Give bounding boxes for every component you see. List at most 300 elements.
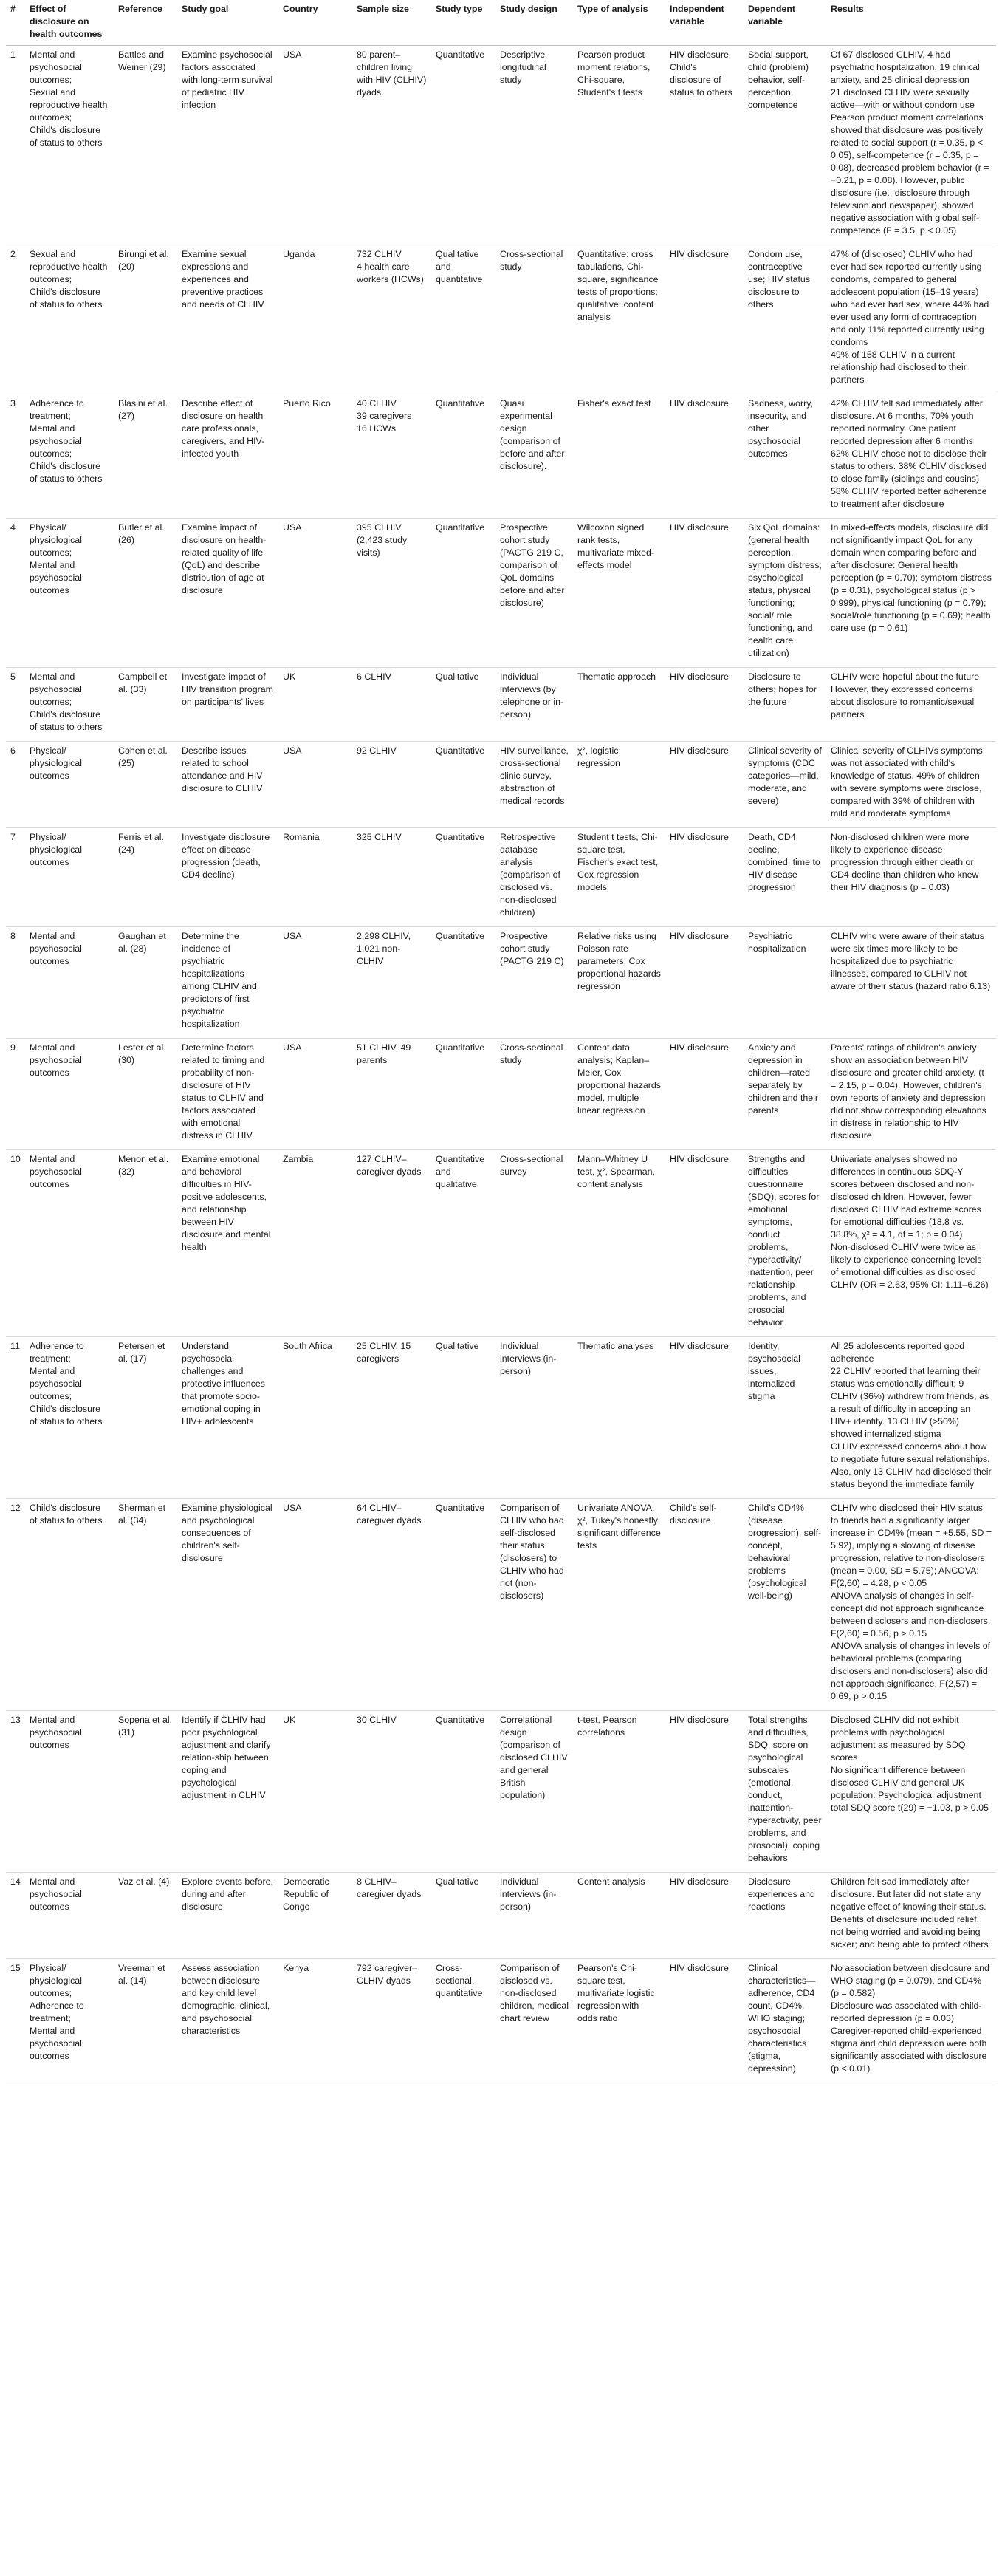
cell-line: Child's disclosure of status to others: [670, 62, 732, 98]
cell-line: Adherence to treatment;: [30, 1341, 84, 1364]
table-row: [6, 394, 996, 519]
study-goal-cell: [177, 1039, 278, 1150]
column-header: Study type: [431, 0, 495, 46]
cell-line: South Africa: [283, 1341, 332, 1351]
cell-line: Six QoL domains: (general health perception, symptom distress; psychological status, physical functioning; social/ role functioning, and health care utilization): [748, 522, 822, 658]
cell-line: Cross-sectional study: [500, 249, 563, 272]
sample-size-cell: [352, 927, 431, 1039]
analysis-type-cell: [573, 742, 665, 828]
sample-size-cell: [352, 1499, 431, 1711]
dependent-variable-cell: [744, 742, 826, 828]
results-cell: [826, 1873, 996, 1959]
cell-line: Mental and psychosocial outcomes;: [30, 423, 82, 459]
cell-line: Child's self-disclosure: [670, 1503, 717, 1526]
reference-cell: [114, 1873, 177, 1959]
study-goal-cell: [177, 742, 278, 828]
cell-line: HIV disclosure: [670, 49, 729, 60]
header-row: [6, 0, 996, 46]
independent-variable-cell: [665, 1150, 744, 1337]
results-cell: [826, 245, 996, 394]
country-cell: [278, 46, 352, 245]
cell-line: Condom use, contraceptive use; HIV status disclosure to others: [748, 249, 811, 310]
cell-line: Comparison of CLHIV who had self-disclosed their status (disclosers) to CLHIV who had not (non-disclosers): [500, 1503, 564, 1601]
cell-line: 51 CLHIV, 49 parents: [357, 1042, 411, 1065]
cell-line: Battles and Weiner (29): [118, 49, 166, 72]
column-header: Reference: [114, 0, 177, 46]
cell-line: Comparison of disclosed vs. non-disclosed children, medical chart review: [500, 1963, 569, 2023]
cell-line: Individual interviews (by telephone or in-person): [500, 672, 564, 720]
results-cell: [826, 394, 996, 519]
country-cell: [278, 519, 352, 668]
row-number: 7: [6, 828, 25, 927]
dependent-variable-cell: [744, 1337, 826, 1499]
study-goal-cell: [177, 1959, 278, 2083]
cell-line: χ², logistic regression: [577, 745, 620, 768]
cell-line: Cross-sectional, quantitative: [436, 1963, 483, 1998]
health-outcome-cell: [25, 245, 114, 394]
row-number: 6: [6, 742, 25, 828]
table-row: [6, 1873, 996, 1959]
study-goal-cell: [177, 1873, 278, 1959]
sample-size-cell: [352, 668, 431, 742]
reference-cell: [114, 1711, 177, 1873]
reference-cell: [114, 742, 177, 828]
column-header: Sample size: [352, 0, 431, 46]
study-type-cell: [431, 742, 495, 828]
independent-variable-cell: [665, 1499, 744, 1711]
study-design-cell: [495, 1959, 573, 2083]
cell-line: Prospective cohort study (PACTG 219 C): [500, 931, 564, 966]
cell-line: Quantitative: [436, 745, 485, 756]
cell-line: Anxiety and depression in children—rated separately by children and their parents: [748, 1042, 819, 1116]
dependent-variable-cell: [744, 245, 826, 394]
table-row: [6, 1959, 996, 2083]
cell-line: Examine psychosocial factors associated with long-term survival of pediatric HIV infection: [182, 49, 273, 110]
cell-line: Pearson product moment relations, Chi-square, Student's t tests: [577, 49, 651, 98]
cell-line: 30 CLHIV: [357, 1715, 397, 1725]
cell-line: Mental and psychosocial outcomes: [30, 931, 82, 966]
row-number: 8: [6, 927, 25, 1039]
cell-line: Univariate analyses showed no differences in continuous SDQ-Y scores between disclosed and non-disclosed children. However, fewer disclosed CLHIV had extreme scores for emotional difficulties (18.8 vs. 38.8%, χ² = 4.1, df = 1; p = 0.04): [831, 1154, 981, 1240]
independent-variable-cell: [665, 1039, 744, 1150]
health-outcome-cell: [25, 927, 114, 1039]
study-type-cell: [431, 1039, 495, 1150]
cell-line: Identity, psychosocial issues, internalized stigma: [748, 1341, 800, 1401]
cell-line: HIV disclosure: [670, 1963, 729, 1973]
study-goal-cell: [177, 828, 278, 927]
dependent-variable-cell: [744, 1959, 826, 2083]
cell-line: Uganda: [283, 249, 315, 259]
cell-line: Determine factors related to timing and probability of non-disclosure of HIV status to CLHIV and factors associated with emotional distress in CLHIV: [182, 1042, 265, 1141]
country-cell: [278, 1499, 352, 1711]
table-row: [6, 1711, 996, 1873]
cell-line: Retrospective database analysis (comparison of disclosed vs. non-disclosed children): [500, 832, 560, 918]
health-outcome-cell: [25, 1039, 114, 1150]
cell-line: Puerto Rico: [283, 398, 331, 409]
cell-line: Child's disclosure of status to others: [30, 1404, 103, 1427]
sample-size-cell: [352, 1039, 431, 1150]
cell-line: Quantitative: [436, 1503, 485, 1513]
results-cell: [826, 1499, 996, 1711]
reference-cell: [114, 1499, 177, 1711]
independent-variable-cell: [665, 668, 744, 742]
cell-line: Assess association between disclosure and key child level demographic, clinical, and psychosocial characteristics: [182, 1963, 270, 2036]
dependent-variable-cell: [744, 1039, 826, 1150]
cell-line: Pearson product moment correlations showed that disclosure was positively related to social support (r = 0.35, p < 0.05), self-competence (r = 0.35, p = 0.08), decreased problem behavior (r = −0.21, p = 0.08). However, public disclosure (i.e., disclosure through television and newspaper), showed negative association with global self-competence (F = 3.5, p < 0.05): [831, 112, 989, 236]
cell-line: CLHIV who disclosed their HIV status to friends had a significantly larger increase in CD4% (mean = +5.55, SD = 5.92), implying a slowing of disease progression, relative to non-disclosers (mean = 0.00, SD = 5.75); ANCOVA: F(2,60) = 4.28, p < 0.05: [831, 1503, 992, 1588]
cell-line: Quantitative: [436, 398, 485, 409]
row-number: 11: [6, 1337, 25, 1499]
study-design-cell: [495, 519, 573, 668]
cell-line: Relative risks using Poisson rate parameters; Cox proportional hazards regression: [577, 931, 661, 991]
cell-line: Physical/ physiological outcomes;: [30, 522, 82, 558]
cell-line: 325 CLHIV: [357, 832, 402, 842]
column-header: Country: [278, 0, 352, 46]
cell-line: Qualitative: [436, 1341, 479, 1351]
cell-line: Blasini et al. (27): [118, 398, 168, 421]
results-cell: [826, 742, 996, 828]
cell-line: 4 health care workers (HCWs): [357, 262, 424, 284]
cell-line: Sexual and reproductive health outcomes;: [30, 87, 108, 123]
analysis-type-cell: [573, 1873, 665, 1959]
cell-line: HIV disclosure: [670, 249, 729, 259]
column-header: #: [6, 0, 25, 46]
cell-line: HIV surveillance, cross-sectional clinic survey, abstraction of medical records: [500, 745, 569, 806]
cell-line: Mental and psychosocial outcomes: [30, 2026, 82, 2061]
study-design-cell: [495, 1711, 573, 1873]
dependent-variable-cell: [744, 1499, 826, 1711]
cell-line: 92 CLHIV: [357, 745, 397, 756]
cell-line: Examine impact of disclosure on health-related quality of life (QoL) and describe distribution of age at disclosure: [182, 522, 267, 595]
cell-line: HIV disclosure: [670, 931, 729, 941]
country-cell: [278, 1150, 352, 1337]
row-number: 14: [6, 1873, 25, 1959]
cell-line: Cross-sectional study: [500, 1042, 563, 1065]
cell-line: 395 CLHIV (2,423 study visits): [357, 522, 408, 558]
study-type-cell: [431, 1499, 495, 1711]
sample-size-cell: [352, 46, 431, 245]
analysis-type-cell: [573, 1959, 665, 2083]
row-number: 3: [6, 394, 25, 519]
cell-line: No significant difference between disclosed CLHIV and general UK population: Psychological adjustment total SDQ score t(29) = −1.03, p > 0.05: [831, 1765, 989, 1813]
cell-line: Birungi et al. (20): [118, 249, 169, 272]
cell-line: Examine emotional and behavioral difficulties in HIV-positive adolescents, and relationship between HIV disclosure and mental health: [182, 1154, 271, 1252]
study-type-cell: [431, 1337, 495, 1499]
cell-line: 732 CLHIV: [357, 249, 402, 259]
reference-cell: [114, 1337, 177, 1499]
analysis-type-cell: [573, 1039, 665, 1150]
cell-line: Democratic Republic of Congo: [283, 1876, 329, 1912]
cell-line: USA: [283, 49, 302, 60]
country-cell: [278, 828, 352, 927]
cell-line: Student t tests, Chi-square test, Fischer's exact test, Cox regression models: [577, 832, 659, 892]
cell-line: HIV disclosure: [670, 1042, 729, 1053]
analysis-type-cell: [573, 828, 665, 927]
independent-variable-cell: [665, 828, 744, 927]
health-outcome-cell: [25, 742, 114, 828]
cell-line: UK: [283, 672, 296, 682]
study-goal-cell: [177, 394, 278, 519]
cell-line: Vaz et al. (4): [118, 1876, 170, 1887]
study-goal-cell: [177, 668, 278, 742]
sample-size-cell: [352, 742, 431, 828]
independent-variable-cell: [665, 1337, 744, 1499]
cell-line: ANOVA analysis of changes in levels of behavioral problems (comparing disclosers and non-disclosers) also did not approach significance, F(2,57) = 0.69, p > 0.15: [831, 1641, 991, 1701]
cell-line: 792 caregiver–CLHIV dyads: [357, 1963, 417, 1986]
cell-line: Content analysis: [577, 1876, 645, 1887]
cell-line: Social support, child (problem) behavior, self-perception, competence: [748, 49, 809, 110]
study-goal-cell: [177, 46, 278, 245]
column-header: Effect of disclosure on health outcomes: [25, 0, 114, 46]
sample-size-cell: [352, 1150, 431, 1337]
cell-line: Butler et al. (26): [118, 522, 165, 545]
country-cell: [278, 245, 352, 394]
independent-variable-cell: [665, 927, 744, 1039]
cell-line: CLHIV were hopeful about the future: [831, 672, 980, 682]
results-cell: [826, 1039, 996, 1150]
analysis-type-cell: [573, 394, 665, 519]
country-cell: [278, 1873, 352, 1959]
dependent-variable-cell: [744, 1150, 826, 1337]
health-outcome-cell: [25, 394, 114, 519]
sample-size-cell: [352, 828, 431, 927]
cell-line: Describe effect of disclosure on health care professionals, caregivers, and HIV-infected youth: [182, 398, 265, 459]
study-design-cell: [495, 46, 573, 245]
study-type-cell: [431, 927, 495, 1039]
cell-line: HIV disclosure: [670, 832, 729, 842]
study-goal-cell: [177, 1150, 278, 1337]
independent-variable-cell: [665, 742, 744, 828]
study-type-cell: [431, 394, 495, 519]
cell-line: Physical/ physiological outcomes: [30, 832, 82, 867]
study-type-cell: [431, 245, 495, 394]
cell-line: 127 CLHIV–caregiver dyads: [357, 1154, 422, 1177]
analysis-type-cell: [573, 46, 665, 245]
cell-line: Cohen et al. (25): [118, 745, 168, 768]
sample-size-cell: [352, 245, 431, 394]
analysis-type-cell: [573, 1711, 665, 1873]
sample-size-cell: [352, 519, 431, 668]
independent-variable-cell: [665, 519, 744, 668]
country-cell: [278, 927, 352, 1039]
cell-line: 6 CLHIV: [357, 672, 391, 682]
study-design-cell: [495, 1039, 573, 1150]
cell-line: Clinical severity of symptoms (CDC categories—mild, moderate, and severe): [748, 745, 822, 806]
cell-line: USA: [283, 931, 302, 941]
study-type-cell: [431, 1711, 495, 1873]
analysis-type-cell: [573, 245, 665, 394]
dependent-variable-cell: [744, 394, 826, 519]
column-header: Study goal: [177, 0, 278, 46]
table-row: [6, 1150, 996, 1337]
cell-line: 8 CLHIV–caregiver dyads: [357, 1876, 422, 1899]
cell-line: Descriptive longitudinal study: [500, 49, 546, 85]
cell-line: USA: [283, 745, 302, 756]
cell-line: Pearson's Chi-square test, multivariate logistic regression with odds ratio: [577, 1963, 655, 2023]
study-design-cell: [495, 668, 573, 742]
cell-line: CLHIV who were aware of their status were six times more likely to be hospitalized due to psychiatric illnesses, compared to CLHIV not aware of their status (hazard ratio 6.13): [831, 931, 991, 991]
results-cell: [826, 1337, 996, 1499]
row-number: 13: [6, 1711, 25, 1873]
reference-cell: [114, 927, 177, 1039]
cell-line: Individual interviews (in-person): [500, 1876, 557, 1912]
cell-line: Of 67 disclosed CLHIV, 4 had psychiatric hospitalization, 19 clinical anxiety, and 25 clinical depression: [831, 49, 980, 85]
reference-cell: [114, 519, 177, 668]
cell-line: Menon et al. (32): [118, 1154, 169, 1177]
cell-line: Correlational design (comparison of disclosed CLHIV and general British population): [500, 1715, 568, 1800]
cell-line: Child's disclosure of status to others: [30, 287, 103, 310]
cell-line: Non-disclosed children were more likely to experience disease progression through either death or CD4 decline than children who knew their HIV diagnosis (p = 0.03): [831, 832, 979, 892]
cell-line: Quantitative: [436, 832, 485, 842]
study-type-cell: [431, 668, 495, 742]
study-design-cell: [495, 1150, 573, 1337]
column-header: Independent variable: [665, 0, 744, 46]
results-cell: [826, 1150, 996, 1337]
cell-line: Child's disclosure of status to others: [30, 1503, 103, 1526]
table-row: [6, 1337, 996, 1499]
cell-line: Cross-sectional survey: [500, 1154, 563, 1177]
cell-line: Quantitative: [436, 1042, 485, 1053]
cell-line: Investigate disclosure effect on disease progression (death, CD4 decline): [182, 832, 270, 880]
cell-line: Identify if CLHIV had poor psychological adjustment and clarify relation-ship between coping and psychological adjustment in CLHIV: [182, 1715, 271, 1800]
cell-line: Adherence to treatment;: [30, 398, 84, 421]
cell-line: 21 disclosed CLHIV were sexually active—with or without condom use: [831, 87, 975, 110]
cell-line: USA: [283, 522, 302, 533]
cell-line: Death, CD4 decline, combined, time to HIV disease progression: [748, 832, 820, 892]
reference-cell: [114, 245, 177, 394]
cell-line: Thematic analyses: [577, 1341, 654, 1351]
cell-line: Caregiver-reported child-experienced stigma and child depression were both significantly associated with disclosure (p < 0.01): [831, 2026, 987, 2074]
cell-line: Clinical characteristics—adherence, CD4 count, CD4%, WHO staging; psychosocial characteristics (stigma, depression): [748, 1963, 816, 2074]
cell-line: Examine physiological and psychological consequences of children's self-disclosure: [182, 1503, 272, 1563]
cell-line: Zambia: [283, 1154, 314, 1164]
reference-cell: [114, 828, 177, 927]
cell-line: 39 caregivers: [357, 411, 412, 421]
results-cell: [826, 1959, 996, 2083]
reference-cell: [114, 1039, 177, 1150]
row-number: 10: [6, 1150, 25, 1337]
cell-line: Gaughan et al. (28): [118, 931, 166, 954]
cell-line: Qualitative: [436, 1876, 479, 1887]
cell-line: 47% of (disclosed) CLHIV who had ever had sex reported currently using condoms, compared to general adolescent population (15–19 years) who had ever had sex, where 44% had ever used any form of contraception and only 11% reported currently using condoms: [831, 249, 989, 347]
cell-line: Mental and psychosocial outcomes: [30, 1042, 82, 1078]
table-row: [6, 1039, 996, 1150]
results-cell: [826, 519, 996, 668]
cell-line: Fisher's exact test: [577, 398, 651, 409]
cell-line: Mann–Whitney U test, χ², Spearman, content analysis: [577, 1154, 655, 1189]
country-cell: [278, 1711, 352, 1873]
cell-line: Understand psychosocial challenges and protective influences that promote socio-emotional coping in HIV+ adolescents: [182, 1341, 265, 1427]
cell-line: Lester et al. (30): [118, 1042, 166, 1065]
cell-line: HIV disclosure: [670, 1876, 729, 1887]
study-table: [6, 0, 996, 2083]
health-outcome-cell: [25, 1959, 114, 2083]
cell-line: Children felt sad immediately after disclosure. But later did not state any negative effect of knowing their status. Benefits of disclosure included relief, not being worried and avoiding being sicker; and being able to protect others: [831, 1876, 989, 1950]
cell-line: Disclosure was associated with child-reported depression (p = 0.03): [831, 2001, 982, 2023]
cell-line: Determine the incidence of psychiatric hospitalizations among CLHIV and predictors of first psychiatric hospitalization: [182, 931, 257, 1029]
cell-line: However, they expressed concerns about disclosure to romantic/sexual partners: [831, 684, 975, 720]
health-outcome-cell: [25, 46, 114, 245]
cell-line: Quantitative and qualitative: [436, 1154, 485, 1189]
reference-cell: [114, 668, 177, 742]
column-header: Results: [826, 0, 996, 46]
cell-line: Sopena et al. (31): [118, 1715, 173, 1738]
cell-line: 16 HCWs: [357, 423, 397, 434]
cell-line: 62% CLHIV chose not to disclose their status to others. 38% CLHIV disclosed to close family (siblings and cousins): [831, 448, 987, 484]
cell-line: Mental and psychosocial outcomes;: [30, 49, 82, 85]
row-number: 5: [6, 668, 25, 742]
cell-line: 58% CLHIV reported better adherence to treatment after disclosure: [831, 486, 987, 509]
cell-line: Sherman et al. (34): [118, 1503, 166, 1526]
dependent-variable-cell: [744, 519, 826, 668]
cell-line: 2,298 CLHIV, 1,021 non-CLHIV: [357, 931, 411, 966]
cell-line: Physical/ physiological outcomes: [30, 745, 82, 781]
cell-line: 22 CLHIV reported that learning their status was emotionally difficult; 9 CLHIV (36%) withdrew from friends, as a result of difficulty in accepting an HIV+ identity. 13 CLHIV (>50%) showed internalized stigma: [831, 1366, 989, 1439]
dependent-variable-cell: [744, 927, 826, 1039]
cell-line: Quantitative: [436, 49, 485, 60]
health-outcome-cell: [25, 1499, 114, 1711]
study-type-cell: [431, 1150, 495, 1337]
analysis-type-cell: [573, 519, 665, 668]
cell-line: HIV disclosure: [670, 672, 729, 682]
cell-line: Physical/ physiological outcomes;: [30, 1963, 82, 1998]
cell-line: Quantitative: [436, 522, 485, 533]
study-design-cell: [495, 1337, 573, 1499]
health-outcome-cell: [25, 668, 114, 742]
cell-line: Strengths and difficulties questionnaire (SDQ), scores for emotional symptoms, conduct problems, hyperactivity/ inattention, peer relationship problems, and prosocial behavior: [748, 1154, 820, 1328]
cell-line: No association between disclosure and WHO staging (p = 0.079), and CD4% (p = 0.582): [831, 1963, 989, 1998]
cell-line: Individual interviews (in-person): [500, 1341, 557, 1376]
analysis-type-cell: [573, 927, 665, 1039]
row-number: 12: [6, 1499, 25, 1711]
cell-line: Mental and psychosocial outcomes: [30, 1876, 82, 1912]
cell-line: Child's disclosure of status to others: [30, 125, 103, 148]
table-header: [6, 0, 996, 46]
table-row: [6, 742, 996, 828]
health-outcome-cell: [25, 828, 114, 927]
dependent-variable-cell: [744, 828, 826, 927]
cell-line: 80 parent–children living with HIV (CLHIV) dyads: [357, 49, 427, 98]
cell-line: Quantitative: [436, 931, 485, 941]
column-header: Type of analysis: [573, 0, 665, 46]
cell-line: 40 CLHIV: [357, 398, 397, 409]
cell-line: Wilcoxon signed rank tests, multivariate mixed-effects model: [577, 522, 654, 570]
sample-size-cell: [352, 1711, 431, 1873]
cell-line: Ferris et al. (24): [118, 832, 164, 855]
cell-line: Total strengths and difficulties, SDQ, score on psychological subscales (emotional, conduct, inattention-hyperactivity, peer problems, and prosocial); coping behaviors: [748, 1715, 822, 1863]
results-cell: [826, 828, 996, 927]
cell-line: CLHIV expressed concerns about how to negotiate future sexual relationships. Also, only 13 CLHIV had disclosed their status beyond the immediate family: [831, 1441, 992, 1489]
health-outcome-cell: [25, 1873, 114, 1959]
cell-line: HIV disclosure: [670, 1341, 729, 1351]
sample-size-cell: [352, 1873, 431, 1959]
health-outcome-cell: [25, 519, 114, 668]
table-row: [6, 828, 996, 927]
study-goal-cell: [177, 1499, 278, 1711]
reference-cell: [114, 1150, 177, 1337]
dependent-variable-cell: [744, 46, 826, 245]
cell-line: Mental and psychosocial outcomes: [30, 1715, 82, 1750]
study-design-cell: [495, 1873, 573, 1959]
country-cell: [278, 394, 352, 519]
table-row: [6, 46, 996, 245]
cell-line: Psychiatric hospitalization: [748, 931, 806, 954]
table-row: [6, 519, 996, 668]
cell-line: Describe issues related to school attendance and HIV disclosure to CLHIV: [182, 745, 263, 793]
cell-line: Clinical severity of CLHIVs symptoms was not associated with child's knowledge of status. 49% of children with severe symptoms were disclose, compared with 39% of children with mild and moderate symptoms: [831, 745, 983, 819]
cell-line: Investigate impact of HIV transition program on participants' lives: [182, 672, 273, 707]
row-number: 2: [6, 245, 25, 394]
